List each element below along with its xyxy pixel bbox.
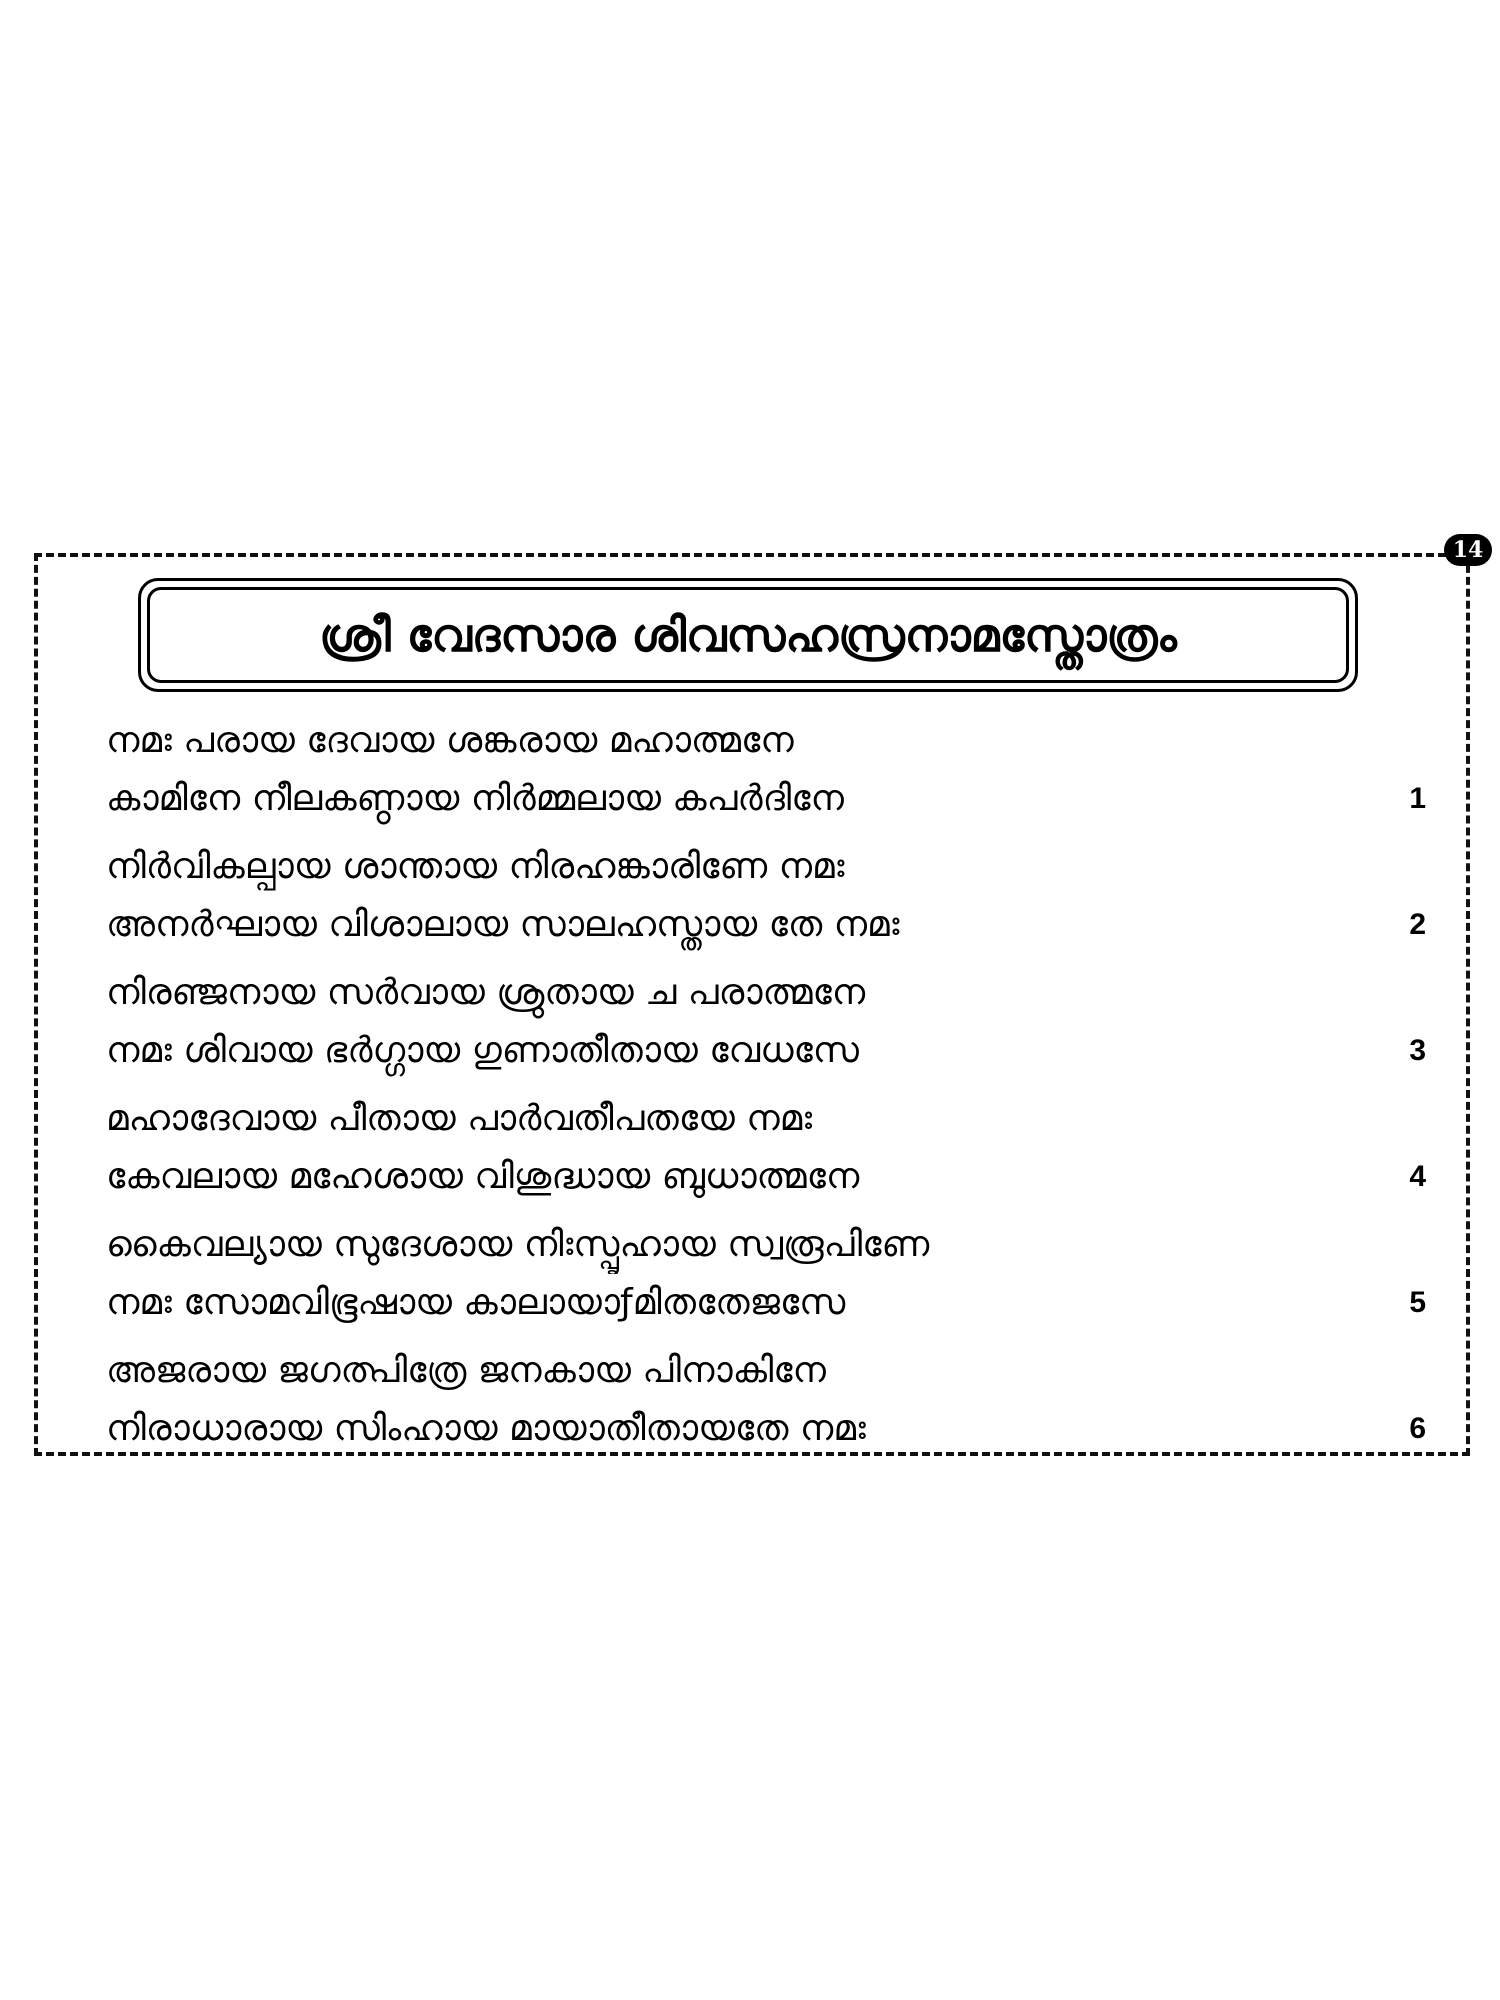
- verse-number: 3: [1409, 1034, 1426, 1067]
- verse-line: അനർഘായ വിശാലായ സാലഹസ്തായ തേ നമഃ: [106, 904, 900, 945]
- verse-number: 1: [1409, 782, 1426, 815]
- verse-5: [106, 1216, 1446, 1342]
- verse-line: നമഃ പരായ ദേവായ ശങ്കരായ മഹാത്മനേ: [106, 720, 794, 761]
- verse-number: 6: [1409, 1412, 1426, 1445]
- verse-line: കേവലായ മഹേശായ വിശുദ്ധായ ബുധാത്മനേ: [106, 1156, 860, 1197]
- verse-line: നമഃ സോമവിഭൂഷായ കാലായാƒമിതതേജസേ: [106, 1282, 846, 1323]
- verse-6: [106, 1342, 1446, 1468]
- page-number-badge: 14: [1444, 534, 1492, 566]
- verse-2: [106, 838, 1446, 964]
- verse-line: നമഃ ശിവായ ഭർഗ്ഗായ ഗുണാതീതായ വേധസേ: [106, 1030, 859, 1071]
- verse-list: [106, 712, 1446, 1468]
- verse-number: 5: [1409, 1286, 1426, 1319]
- verse-4: [106, 1090, 1446, 1216]
- page-title: ശ്രീ വേദസാര ശിവസഹസ്രനാമസ്തോത്രം: [319, 608, 1177, 662]
- verse-number: 2: [1409, 908, 1426, 941]
- title-inner-border: [147, 587, 1349, 683]
- title-box: [138, 578, 1358, 692]
- verse-3: [106, 964, 1446, 1090]
- verse-line: കാമിനേ നീലകണ്ഠായ നിർമ്മലായ കപർദിനേ: [106, 778, 844, 819]
- verse-line: നിരഞ്ജനായ സർവായ ശ്രുതായ ച പരാത്മനേ: [106, 972, 866, 1013]
- verse-line: കൈവല്യായ സുദേശായ നിഃസ്പൃഹായ സ്വരൂപിണേ: [106, 1224, 930, 1265]
- verse-line: അജരായ ജഗത്പിത്രേ ജനകായ പിനാകിനേ: [106, 1350, 826, 1391]
- verse-line: നിർവികല്പായ ശാന്തായ നിരഹങ്കാരിണേ നമഃ: [106, 846, 845, 887]
- verse-line: നിരാധാരായ സിംഹായ മായാതീതായതേ നമഃ: [106, 1408, 866, 1449]
- verse-1: [106, 712, 1446, 838]
- verse-number: 4: [1409, 1160, 1426, 1193]
- verse-line: മഹാദേവായ പീതായ പാർവതീപതയേ നമഃ: [106, 1098, 813, 1139]
